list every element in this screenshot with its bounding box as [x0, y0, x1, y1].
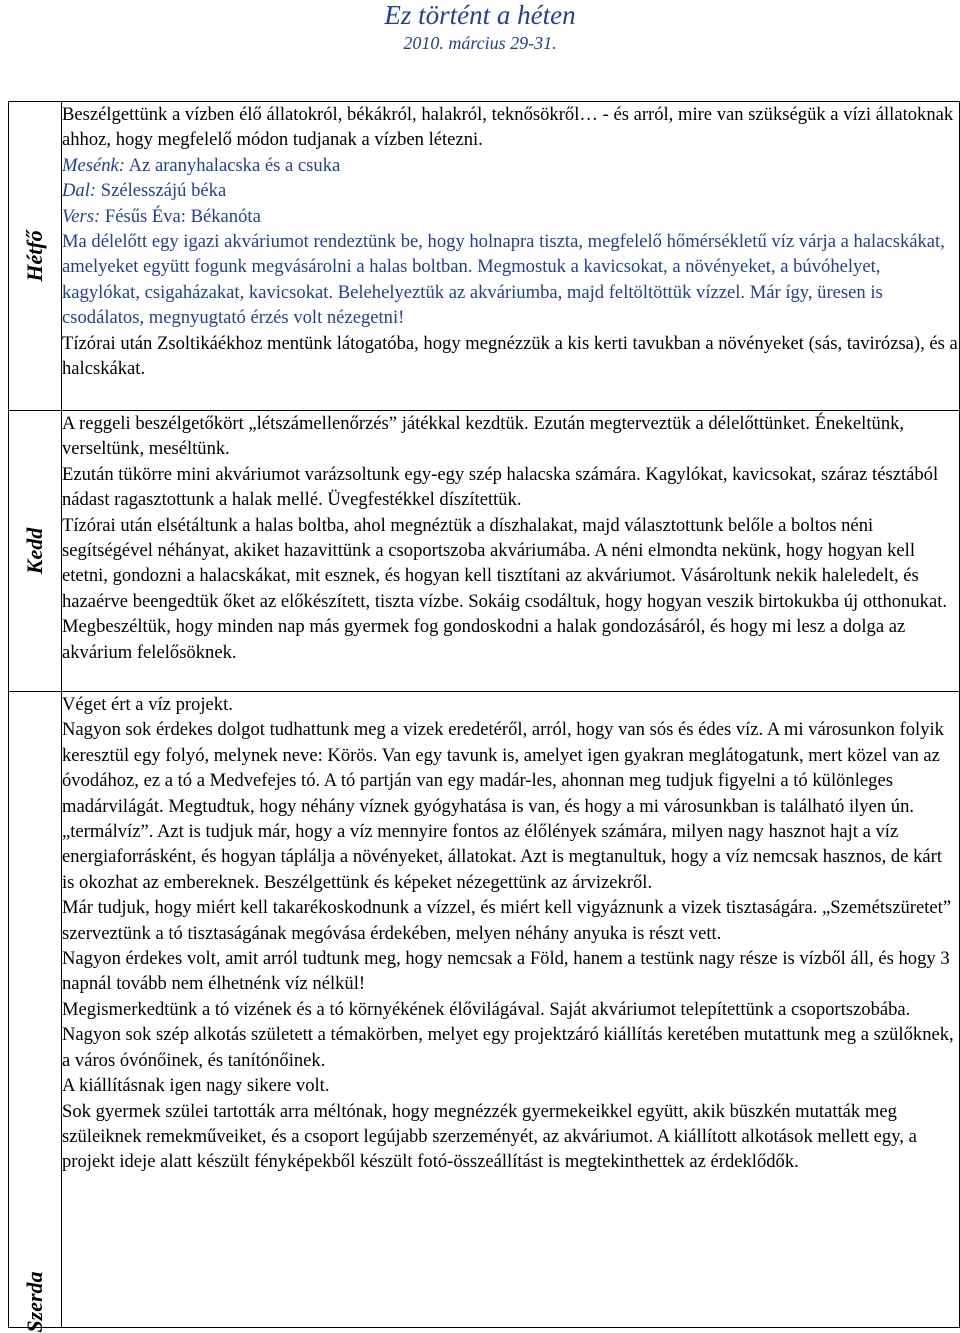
paragraph: A reggeli beszélgetőkört „létszámellenőrzés” játékkal kezdtük. Ezután megterveztük a délelőttünket. Énekeltünk, verseltünk, meséltünk.	[62, 413, 905, 460]
day-label: Hétfő	[22, 230, 47, 282]
paragraph: Ezután tükörre mini akváriumot varázsoltunk egy-egy szép halacska számára. Kagylókat, kavicsokat, száraz tésztából nádast ragasztottunk a halak mellé. Üvegfestékkel díszítettük.	[62, 463, 939, 511]
day-cell-kedd	[9, 411, 62, 692]
paragraph: Beszélgettünk a vízben élő állatokról, békákról, halakról, teknősökről… - és arról, mire van szükségük a vízi állatoknak ahhoz, hogy megfelelő módon tudjanak a vízben létezni.	[62, 104, 954, 151]
paragraph: Nagyon sok érdekes dolgot tudhattunk meg a vizek eredetéről, arról, hogy van sós és édes víz. A mi városunkon folyik keresztül egy folyó, melynek neve: Körös. Van egy tavunk is, amelyet igen gyakran meglátogatunk, mert közel van az óvodához, ez a tó a Medvefejes tó. A tó partján van egy madár-les, ahonnan meg tudjuk figyelni a tó különleges madárvilágát. Megtudtuk, hogy néhány víznek gyógyhatása is van, és hogy a mi városunkban is található ilyen ún. „termálvíz”. Azt is tudjuk már, hogy a víz mennyire fontos az élőlények számára, milyen nagy hasznot hajt a víz energiaforrásként, és hogyan táplálja a növényeket, állatokat. Azt is megtanultuk, hogy a víz nemcsak hasznos, de kárt is okozhat az embereknek. Beszélgettünk és képeket nézegettünk az árvizekről.	[62, 719, 944, 893]
paragraph: Sok gyermek szülei tartották arra méltónak, hogy megnézzék gyermekeikkel együtt, akik büszkén mutatták meg szüleiknek remekműveiket, és a csoport legújabb szerzeményét, az akváriumot. A kiállított alkotások mellett egy, a projekt ideje alatt készült fényképekből készült fotó-összeállítást is megtekinthettek az érdeklődők.	[62, 1100, 917, 1173]
day-cell-hetfo	[9, 102, 62, 411]
paragraph: Nagyon sok szép alkotás született a témakörben, melyet egy projektzáró kiállítás keretében mutattunk meg a szülőknek, a város óvónőinek, és tanítónőinek.	[62, 1024, 954, 1071]
paragraph: A kiállításnak igen nagy sikere volt.	[62, 1075, 330, 1097]
page-title: Ez történt a héten	[384, 0, 576, 30]
paragraph: Nagyon érdekes volt, amit arról tudtunk meg, hogy nemcsak a Föld, hanem a testünk nagy része is vízből áll, és hogy 3 napnál tovább nem élhetnénk víz nélkül!	[62, 948, 950, 995]
day-content-hetfo	[62, 102, 960, 411]
day-label: Kedd	[22, 527, 47, 575]
paragraph: Ma délelőtt egy igazi akváriumot rendeztünk be, hogy holnapra tiszta, megfelelő hőmérsékletű víz várja a halacskákat, amelyeket együtt fogunk megvásárolni a halas boltban. Megmostuk a kavicsokat, a növényeket, a búvóhelyet, kagylókat, csigaházakat, kavicsokat. Belehelyeztük az akváriumba, majd feltöltöttük vízzel. Már így, üresen is csodálatos, megnyugtató érzés volt nézegetni!	[62, 231, 945, 329]
song-text: Szélesszájú béka	[100, 180, 227, 202]
song-line	[62, 178, 959, 203]
paragraph: Megismerkedtünk a tó vizének és a tó környékének élővilágával. Saját akváriumot telepítettünk a csoportszobába.	[62, 998, 911, 1020]
day-content-szerda	[62, 692, 960, 1328]
day-content-kedd	[62, 411, 960, 692]
poem-text: Fésűs Éva: Békanóta	[104, 205, 261, 227]
song-label: Dal:	[62, 180, 97, 202]
paragraph: Tízórai után Zsoltikáékhoz mentünk látogatóba, hogy megnézzük a kis kerti tavukban a növényeket (sás, tavirózsa), és a halcskákat.	[62, 332, 958, 380]
story-label: Mesénk:	[62, 154, 125, 176]
story-text: Az aranyhalacska és a csuka	[128, 154, 341, 176]
day-row-szerda	[9, 692, 960, 1328]
day-row-hetfo	[9, 102, 960, 411]
day-row-kedd	[9, 411, 960, 692]
weekly-report-table	[8, 101, 960, 1333]
poem-line	[62, 204, 959, 229]
paragraph: Már tudjuk, hogy miért kell takarékoskodnunk a vízzel, és miért kell vigyáznunk a vizek tisztaságára. „Szemétszüretet” szerveztünk a tó tisztaságának megóvása érdekében, melyen néhány anyuka is részt vett.	[62, 897, 952, 944]
paragraph: Véget ért a víz projekt.	[62, 694, 233, 715]
paragraph: Megbeszéltük, hogy minden nap más gyermek fog gondoskodni a halak gondozásáról, és hogy mi lesz a dolga az akvárium felelősöknek.	[62, 616, 906, 663]
story-line	[62, 153, 959, 178]
poem-label: Vers:	[62, 205, 101, 227]
day-label: Szerda	[22, 1271, 47, 1333]
paragraph: Tízórai után elsétáltunk a halas boltba, ahol megnéztük a díszhalakat, majd választottunk belőle a boltos néni segítségével néhányat, akiket hazavittünk a csoportszoba akváriumába. A néni elmondta nekünk, hogy hogyan kell etetni, gondozni a halacskákat, mit esznek, és hogyan kell tisztítani az akváriumot. Vásároltunk nekik haleledelt, és hazaérve beengedtük őket az előkészített, tiszta vízbe. Sokáig csodáltuk, hogy hogyan veszik birtokukba új otthonukat.	[62, 514, 948, 612]
page-date: 2010. március 29-31.	[403, 33, 557, 53]
day-cell-szerda	[9, 692, 62, 1333]
